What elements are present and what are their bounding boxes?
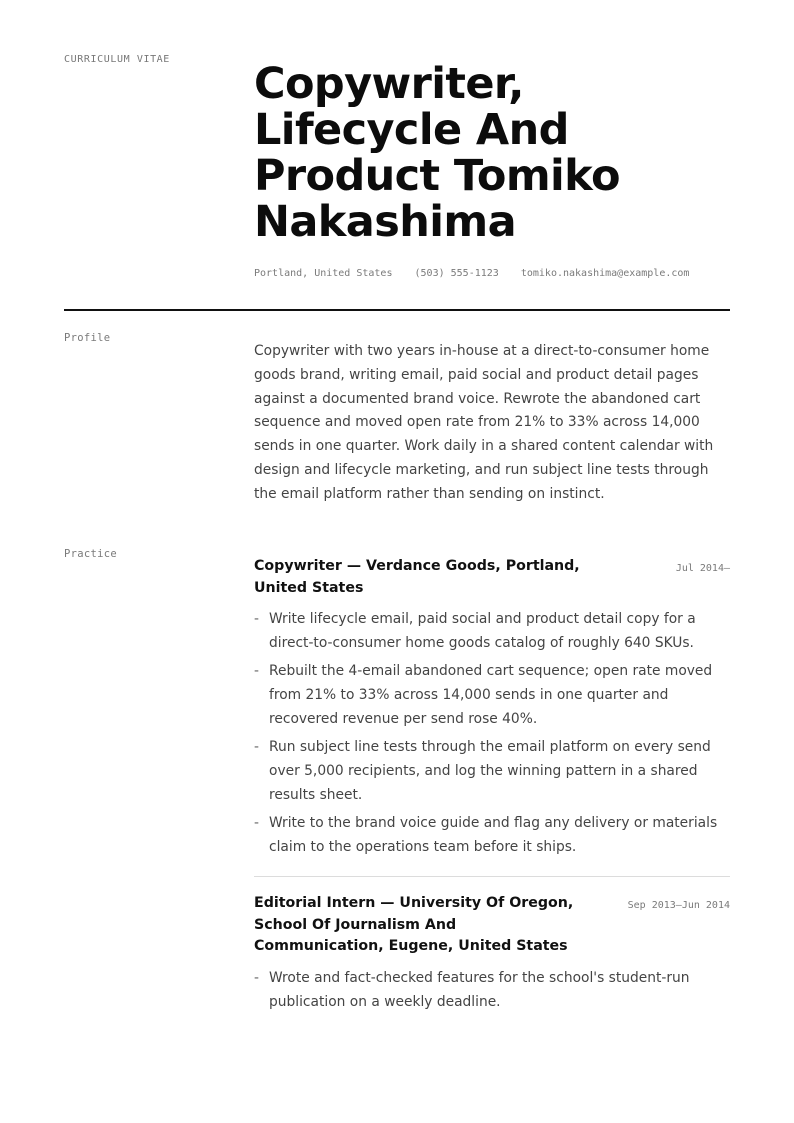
bullet-item <box>254 607 730 655</box>
bullet-marker: - <box>254 663 259 679</box>
job-header <box>254 893 730 958</box>
bullet-text: Rebuilt the 4-email abandoned cart sequence; open rate moved from 21% to 33% across 14,000 sends in one quarter and recovered revenue per send rose 40%. <box>269 663 713 727</box>
bullet-marker: - <box>254 739 259 755</box>
job-divider <box>254 876 730 877</box>
job-entry <box>254 893 730 1018</box>
job-entry <box>254 556 730 863</box>
bullet-marker: - <box>254 969 259 986</box>
bullet-text: Write lifecycle email, paid social and product detail copy for a direct-to-consumer home goods catalog of roughly 640 SKUs. <box>269 611 696 651</box>
contact-line <box>254 268 705 279</box>
job-dates: Jul 2014– <box>675 563 730 574</box>
contact-location: Portland, United States <box>254 268 393 279</box>
job-bullets <box>254 966 730 1014</box>
bullet-text: Write to the brand voice guide and flag any delivery or materials claim to the operations team before it ships. <box>269 815 718 855</box>
page-title: Copywriter, Lifecycle And Product Tomiko Nakashima <box>254 59 620 247</box>
bullet-text: Run subject line tests through the email platform on every send over 5,000 recipients, and log the winning pattern in a shared results sheet. <box>269 739 711 803</box>
profile-summary: Copywriter with two years in-house at a direct-to-consumer home goods brand, writing email, paid social and product detail pages against a documented brand voice. Rewrote the abandoned cart sequence and moved open rate from 21% to 33% across 14,000 sends in one quarter. Work daily in a shared content calendar with design and lifecycle marketing, and run subject line tests through the email platform rather than sending on instinct. <box>254 343 714 502</box>
section-label-profile: Profile <box>64 332 111 344</box>
job-header <box>254 556 730 599</box>
job-dates: Sep 2013–Jun 2014 <box>627 900 730 911</box>
job-title: Copywriter — Verdance Goods, Portland, United States <box>254 558 580 596</box>
bullet-item <box>254 966 730 1014</box>
document-eyebrow: CURRICULUM VITAE <box>64 54 170 65</box>
contact-phone: (503) 555-1123 <box>414 268 499 279</box>
bullet-item <box>254 659 730 731</box>
section-label-practice: Practice <box>64 548 117 560</box>
bullet-marker: - <box>254 815 259 831</box>
job-title: Editorial Intern — University Of Oregon, School Of Journalism And Communication, Eugene, United States <box>254 895 574 954</box>
bullet-text: Wrote and fact-checked features for the school's student-run publication on a weekly deadline. <box>269 969 690 1010</box>
bullet-item <box>254 735 730 807</box>
header-divider <box>64 309 730 311</box>
contact-email: tomiko.nakashima@example.com <box>520 268 690 279</box>
job-bullets <box>254 607 730 859</box>
name-block <box>254 61 724 245</box>
bullet-marker: - <box>254 611 259 627</box>
bullet-item <box>254 811 730 859</box>
